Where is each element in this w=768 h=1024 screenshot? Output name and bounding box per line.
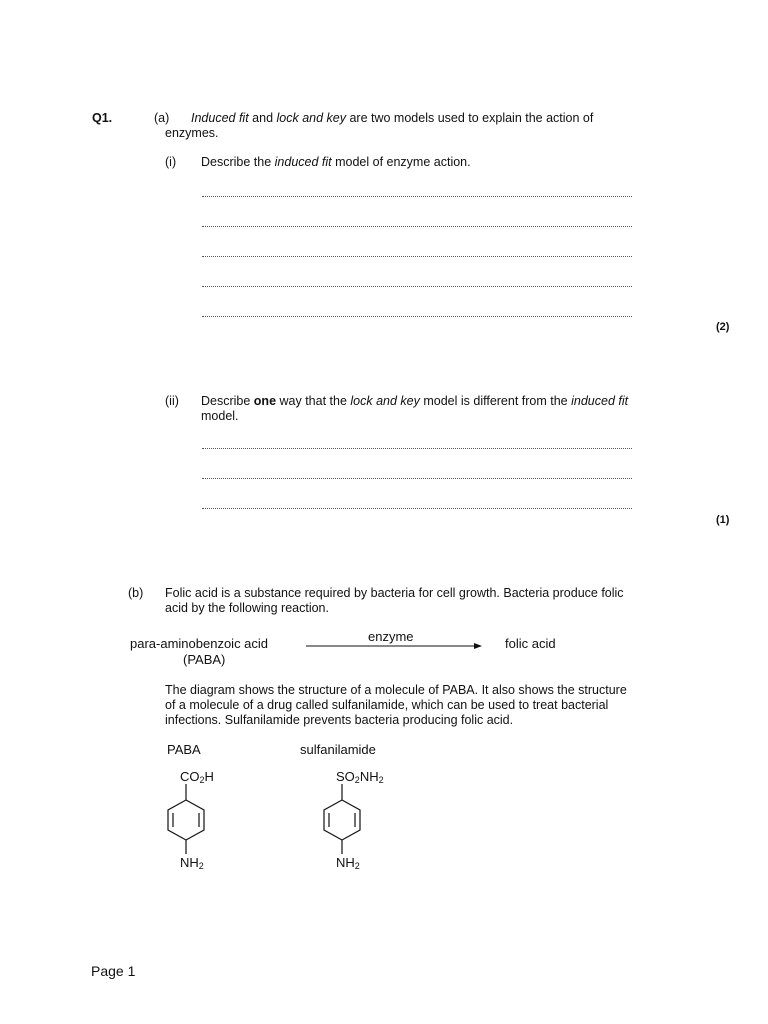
answer-line[interactable] [202, 478, 632, 479]
term-lock-and-key: lock and key [350, 394, 420, 408]
catalyst-label: enzyme [368, 629, 414, 644]
sub-ii-label: (ii) [165, 394, 179, 408]
answer-line[interactable] [202, 448, 632, 449]
term-lock-and-key: lock and key [276, 111, 346, 125]
text-and: and [248, 111, 277, 125]
answer-line[interactable] [202, 256, 632, 257]
term-induced-fit: induced fit [571, 394, 629, 408]
sub-i-label: (i) [165, 155, 177, 169]
diagram-text-line3: infections. Sulfanilamide prevents bacteria producing folic acid. [165, 713, 514, 727]
sub-ii-prompt-line2: model. [201, 409, 239, 423]
reactant-name: para-aminobenzoic acid [130, 636, 269, 651]
part-b-label: (b) [128, 586, 144, 600]
sub-i-prompt [201, 155, 471, 170]
sulfa-nh: NH [359, 769, 379, 784]
part-a-label: (a) [154, 111, 170, 125]
sulfanilamide-benzene-ring-icon [316, 780, 376, 860]
paba-h: H [204, 769, 214, 784]
text-model-action: model of enzyme action. [331, 155, 471, 169]
part-b-intro-line1: Folic acid is a substance required by bacteria for cell growth. Bacteria produce folic [165, 586, 624, 600]
product-name: folic acid [505, 636, 556, 651]
paba-nh: NH [180, 855, 199, 870]
sulfa-nh: NH [336, 855, 355, 870]
answer-line[interactable] [202, 286, 632, 287]
sulfanilamide-label: sulfanilamide [300, 742, 376, 757]
sub-ii-prompt [201, 394, 628, 409]
term-induced-fit: induced fit [274, 155, 332, 169]
question-number: Q1. [92, 111, 113, 125]
answer-line[interactable] [202, 316, 632, 317]
answer-line[interactable] [202, 226, 632, 227]
text-describe-the: Describe the [201, 155, 275, 169]
diagram-text-line1: The diagram shows the structure of a molecule of PABA. It also shows the structure [165, 683, 627, 697]
reaction-arrow-icon [306, 640, 482, 652]
text-models-explain: are two models used to explain the action of [345, 111, 594, 125]
part-a-intro-line1 [191, 111, 593, 126]
part-a-intro-line2: enzymes. [165, 126, 219, 140]
text-way-that: way that the [276, 394, 351, 408]
sulfa-so: SO [336, 769, 355, 784]
emphasis-one: one [253, 394, 277, 408]
paba-co: CO [180, 769, 200, 784]
text-describe: Describe [201, 394, 254, 408]
sulfa-sub-2b: 2 [378, 775, 384, 785]
text-model-different: model is different from the [419, 394, 572, 408]
marks-i: (2) [716, 321, 730, 333]
answer-line[interactable] [202, 196, 632, 197]
answer-line[interactable] [202, 508, 632, 509]
sulfa-sub-2: 2 [354, 775, 360, 785]
paba-bottom-group [180, 855, 204, 870]
page-number: Page 1 [91, 963, 136, 979]
paba-sub-2: 2 [199, 775, 205, 785]
part-b-intro-line2: acid by the following reaction. [165, 601, 329, 615]
paba-label: PABA [167, 742, 201, 757]
reactant-abbreviation: (PABA) [183, 652, 226, 667]
term-induced-fit: Induced fit [191, 111, 249, 125]
sulfa-bottom-group [336, 855, 360, 870]
marks-ii: (1) [716, 514, 730, 526]
diagram-text-line2: of a molecule of a drug called sulfanilamide, which can be used to treat bacterial [165, 698, 609, 712]
paba-sub-2: 2 [198, 861, 204, 871]
paba-benzene-ring-icon [160, 780, 220, 860]
sulfa-sub-2: 2 [354, 861, 360, 871]
